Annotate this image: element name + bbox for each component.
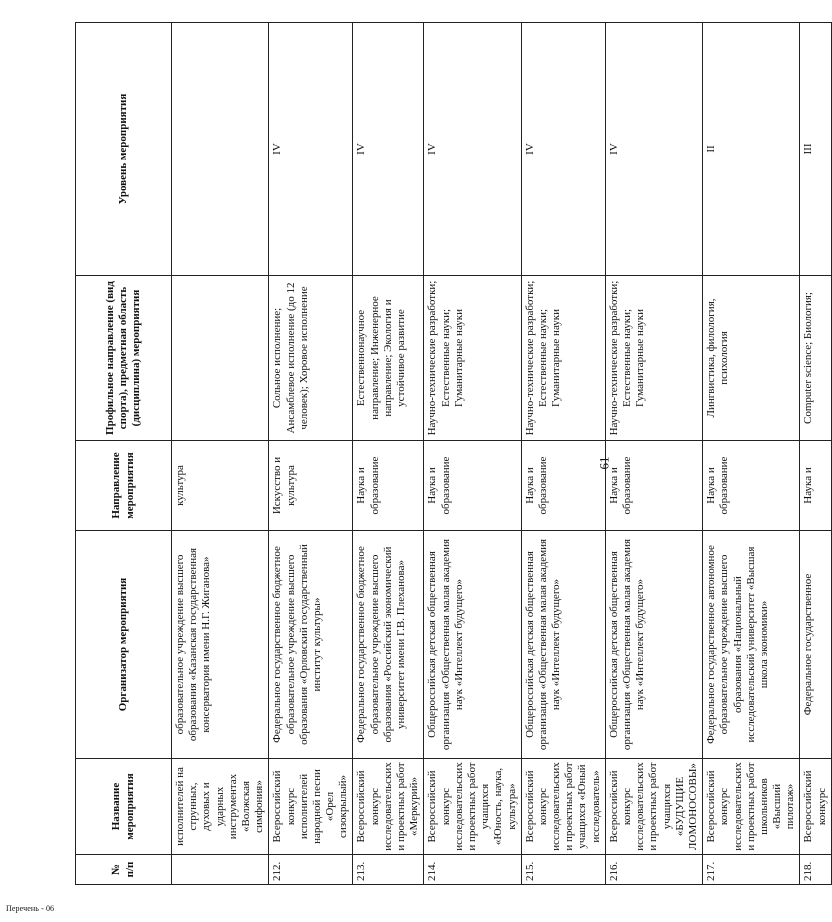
cell-profile: Сольное исполнение; Ансамблевое исполнение (до 12 человек); Хоровое исполнение — [269, 276, 353, 441]
cell-profile — [172, 276, 269, 441]
cell-profile: Естественнонаучное направление; Инженерное направление; Экология и устойчивое развитие — [353, 276, 424, 441]
table-row — [703, 23, 800, 885]
header-level: Уровень мероприятия — [76, 23, 172, 276]
cell-level: IV — [269, 23, 353, 276]
cell-profile: Научно-технические разработки; Естественные науки; Гуманитарные науки — [521, 276, 605, 441]
cell-profile: Научно-технические разработки; Естественные науки; Гуманитарные науки — [605, 276, 702, 441]
cell-direction: Наука и образование — [703, 441, 800, 531]
cell-organizer: Федеральное государственное — [800, 531, 831, 759]
cell-organizer: Общероссийская детская общественная организация «Общественная малая академия наук «Интеллект будущего» — [605, 531, 702, 759]
cell-number: 212. — [269, 855, 353, 885]
header-organizer: Организатор мероприятия — [76, 531, 172, 759]
cell-profile: Научно-технические разработки; Естественные науки; Гуманитарные науки — [424, 276, 521, 441]
cell-level: II — [703, 23, 800, 276]
cell-level: IV — [353, 23, 424, 276]
cell-organizer: образовательное учреждение высшего образования «Казанская государственная консерватория имени Н.Г. Жиганова» — [172, 531, 269, 759]
cell-number — [172, 855, 269, 885]
cell-direction: Наука и — [800, 441, 831, 531]
cell-direction: культура — [172, 441, 269, 531]
cell-event-name: Всероссийский конкурс исследовательских и проектных работ учащихся «Юность, наука, культура» — [424, 759, 521, 855]
cell-number: 214. — [424, 855, 521, 885]
cell-number: 217. — [703, 855, 800, 885]
cell-level — [172, 23, 269, 276]
cell-direction: Наука и образование — [605, 441, 702, 531]
cell-profile: Лингвистика, филология, психология — [703, 276, 800, 441]
cell-number: 216. — [605, 855, 702, 885]
cell-level: IV — [521, 23, 605, 276]
cell-number: 218. — [800, 855, 831, 885]
page-number: 61 — [596, 456, 612, 470]
cell-organizer: Общероссийская детская общественная организация «Общественная малая академия наук «Интеллект будущего» — [424, 531, 521, 759]
table-row — [269, 23, 353, 885]
cell-event-name: Всероссийский конкурс исполнителей народной песни «Орел сизокрылый» — [269, 759, 353, 855]
cell-direction: Наука и образование — [424, 441, 521, 531]
cell-profile: Computer science; Биология; — [800, 276, 831, 441]
table-header-row — [76, 23, 172, 885]
header-event-name: Название мероприятия — [76, 759, 172, 855]
table-row — [800, 23, 831, 885]
cell-event-name: исполнителей на струнных, духовых и ударных инструментах «Волжская симфония» — [172, 759, 269, 855]
cell-organizer: Федеральное государственное бюджетное образовательное учреждение высшего образования «Российский экономический университет имени Г.В. Плеханова» — [353, 531, 424, 759]
cell-number: 213. — [353, 855, 424, 885]
table-row — [353, 23, 424, 885]
table-row — [521, 23, 605, 885]
header-direction: Направление мероприятия — [76, 441, 172, 531]
cell-level: IV — [605, 23, 702, 276]
cell-organizer: Федеральное государственное бюджетное образовательное учреждение высшего образования «Орловский государственный институт культуры» — [269, 531, 353, 759]
header-number: № п/п — [76, 855, 172, 885]
table-row — [172, 23, 269, 885]
events-table — [75, 22, 832, 885]
cell-level: III — [800, 23, 831, 276]
cell-event-name: Всероссийский конкурс исследовательских и проектных работ учащихся «Юный исследователь» — [521, 759, 605, 855]
cell-direction: Искусство и культура — [269, 441, 353, 531]
footer-note: Перечень - 06 — [6, 904, 55, 913]
cell-organizer: Федеральное государственное автономное образовательное учреждение высшего образования «Национальный исследовательский университет «Высшая школа экономики» — [703, 531, 800, 759]
table-row — [605, 23, 702, 885]
cell-direction: Наука и образование — [521, 441, 605, 531]
header-profile: Профильное направление (вид спорта), предметная область (дисциплина) мероприятия — [76, 276, 172, 441]
table-row — [424, 23, 521, 885]
cell-level: IV — [424, 23, 521, 276]
cell-event-name: Всероссийский конкурс — [800, 759, 831, 855]
cell-event-name: Всероссийский конкурс исследовательских и проектных работ учащихся «БУДУЩИЕ ЛОМОНОСОВЫ» — [605, 759, 702, 855]
cell-number: 215. — [521, 855, 605, 885]
cell-organizer: Общероссийская детская общественная организация «Общественная малая академия наук «Интеллект будущего» — [521, 531, 605, 759]
cell-direction: Наука и образование — [353, 441, 424, 531]
cell-event-name: Всероссийский конкурс исследовательских и проектных работ «Меркурий» — [353, 759, 424, 855]
cell-event-name: Всероссийский конкурс исследовательских и проектных работ школьников «Высший пилотаж» — [703, 759, 800, 855]
